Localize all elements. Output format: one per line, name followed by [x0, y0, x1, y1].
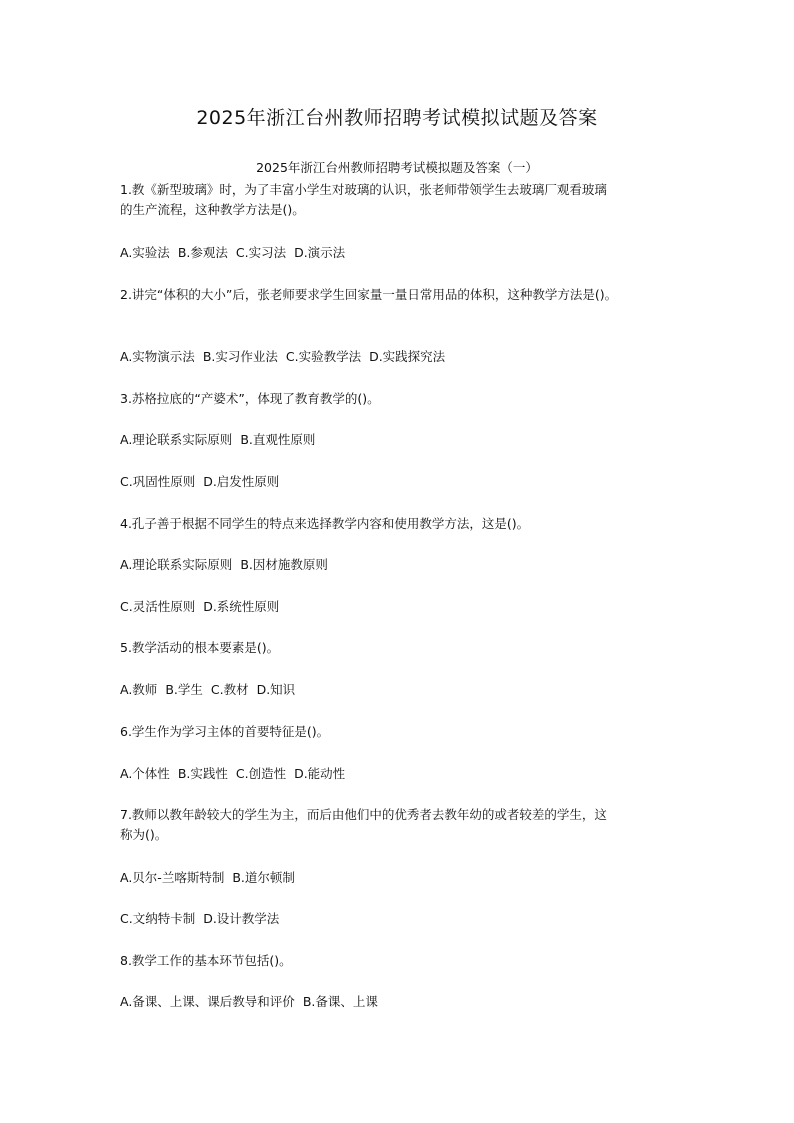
option: A.贝尔-兰喀斯特制: [120, 870, 225, 885]
option: A.教师: [120, 682, 158, 697]
option: D.启发性原则: [203, 474, 280, 489]
option: C.巩固性原则: [120, 474, 196, 489]
option: B.学生: [165, 682, 203, 697]
question-5-line-1: 5.教学活动的根本要素是()。: [120, 640, 280, 655]
question-7-line-1: 7.教师以教年龄较大的学生为主，而后由他们中的优秀者去教年幼的或者较差的学生，这: [120, 807, 607, 822]
option: B.实习作业法: [202, 349, 278, 364]
option: B.直观性原则: [240, 432, 316, 447]
option: C.灵活性原则: [120, 599, 196, 614]
option: D.演示法: [294, 245, 346, 260]
option: B.实践性: [177, 766, 228, 781]
question-3-options-row-1: [120, 430, 315, 450]
question-6-options: [120, 764, 345, 784]
option: C.实验教学法: [285, 349, 362, 364]
question-8-options: [120, 992, 378, 1012]
question-7-options-row-2: [120, 909, 279, 929]
question-8-line-1: 8.教学工作的基本环节包括()。: [120, 953, 292, 968]
option: D.实践探究法: [369, 349, 446, 364]
option: C.文纳特卡制: [120, 911, 196, 926]
document-subtitle: 2025年浙江台州教师招聘考试模拟题及答案（一）: [256, 160, 538, 175]
question-2-line-1: 2.讲完“体积的大小”后，张老师要求学生回家量一量日常用品的体积，这种教学方法是()。: [120, 287, 618, 302]
option: D.设计教学法: [203, 911, 280, 926]
question-4-options-row-2: [120, 597, 279, 617]
option: B.参观法: [177, 245, 228, 260]
question-5-options: [120, 680, 295, 700]
question-7-options-row-1: [120, 868, 295, 888]
question-4-options-row-1: [120, 555, 328, 575]
option: C.教材: [210, 682, 249, 697]
option: D.系统性原则: [203, 599, 280, 614]
option: A.理论联系实际原则: [120, 557, 233, 572]
option: A.实验法: [120, 245, 170, 260]
option: D.能动性: [294, 766, 346, 781]
question-3-options-row-2: [120, 472, 279, 492]
option: A.个体性: [120, 766, 170, 781]
option: D.知识: [256, 682, 296, 697]
question-4-line-1: 4.孔子善于根据不同学生的特点来选择教学内容和使用教学方法，这是()。: [120, 516, 530, 531]
option: B.因材施教原则: [240, 557, 328, 572]
option: B.道尔顿制: [232, 870, 295, 885]
option: A.实物演示法: [120, 349, 195, 364]
question-2-options: [120, 347, 445, 367]
question-1-line-1: 1.教《新型玻璃》时，为了丰富小学生对玻璃的认识，张老师带领学生去玻璃厂观看玻璃: [120, 182, 607, 197]
option: C.实习法: [235, 245, 287, 260]
option: C.创造性: [235, 766, 287, 781]
question-1-line-2: 的生产流程，这种教学方法是()。: [120, 202, 305, 217]
question-1-options: [120, 243, 345, 263]
question-7-line-2: 称为()。: [120, 827, 168, 842]
question-3-line-1: 3.苏格拉底的“产婆术”，体现了教育教学的()。: [120, 391, 380, 406]
question-6-line-1: 6.学生作为学习主体的首要特征是()。: [120, 724, 330, 739]
option: B.备课、上课: [302, 994, 378, 1009]
document-title: 2025年浙江台州教师招聘考试模拟试题及答案: [196, 107, 598, 129]
option: A.理论联系实际原则: [120, 432, 233, 447]
option: A.备课、上课、课后教导和评价: [120, 994, 295, 1009]
